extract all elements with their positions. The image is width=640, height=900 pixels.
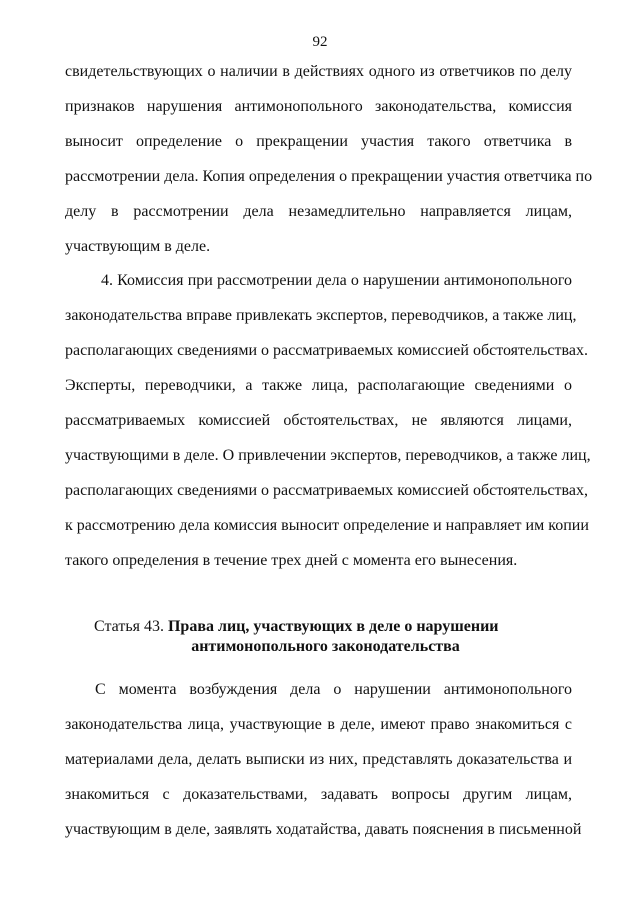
text-line: рассматриваемых комиссией обстоятельствах, не являются лицами, [65, 412, 572, 429]
text-line: знакомиться с доказательствами, задавать вопросы другим лицам, [65, 786, 572, 803]
text-line: 4. Комиссия при рассмотрении дела о нарушении антимонопольного [101, 272, 572, 289]
text-line: такого определения в течение трех дней с момента его вынесения. [65, 552, 518, 569]
article-title-continued: антимонопольного законодательства [191, 638, 460, 655]
text-line: свидетельствующих о наличии в действиях одного из ответчиков по делу [65, 63, 572, 80]
article-heading [65, 617, 572, 657]
text-line: участвующим в деле, заявлять ходатайства, давать пояснения в письменной [65, 821, 582, 838]
text-line: делу в рассмотрении дела незамедлительно направляется лицам, [65, 203, 572, 220]
text-line: выносит определение о прекращении участия такого ответчика в [65, 133, 572, 150]
article-label: Статья 43. [94, 618, 164, 635]
text-line: признаков нарушения антимонопольного законодательства, комиссия [65, 98, 572, 115]
text-line: располагающих сведениями о рассматриваемых комиссией обстоятельствах, [65, 482, 588, 499]
text-line: рассмотрении дела. Копия определения о прекращении участия ответчика по [65, 168, 593, 185]
text-line: участвующими в деле. О привлечении экспертов, переводчиков, а также лиц, [65, 447, 591, 464]
text-line: располагающих сведениями о рассматриваемых комиссией обстоятельствах. [65, 342, 588, 359]
paragraph-continuation [65, 54, 593, 264]
text-line: к рассмотрению дела комиссия выносит определение и направляет им копии [65, 517, 589, 534]
paragraph-item-4 [65, 263, 591, 578]
text-line: С момента возбуждения дела о нарушении антимонопольного [95, 681, 572, 698]
text-line: участвующим в деле. [65, 238, 211, 255]
text-line: Эксперты, переводчики, а также лица, располагающие сведениями о [65, 377, 572, 394]
text-line: законодательства вправе привлекать экспертов, переводчиков, а также лиц, [65, 307, 577, 324]
text-line: законодательства лица, участвующие в деле, имеют право знакомиться с [65, 716, 572, 733]
article-title: Права лиц, участвующих в деле о нарушении [167, 618, 499, 635]
page-number: 92 [312, 34, 328, 50]
article-heading-line [65, 617, 572, 637]
article-paragraph [65, 672, 582, 847]
text-line: материалами дела, делать выписки из них, представлять доказательства и [65, 751, 572, 768]
